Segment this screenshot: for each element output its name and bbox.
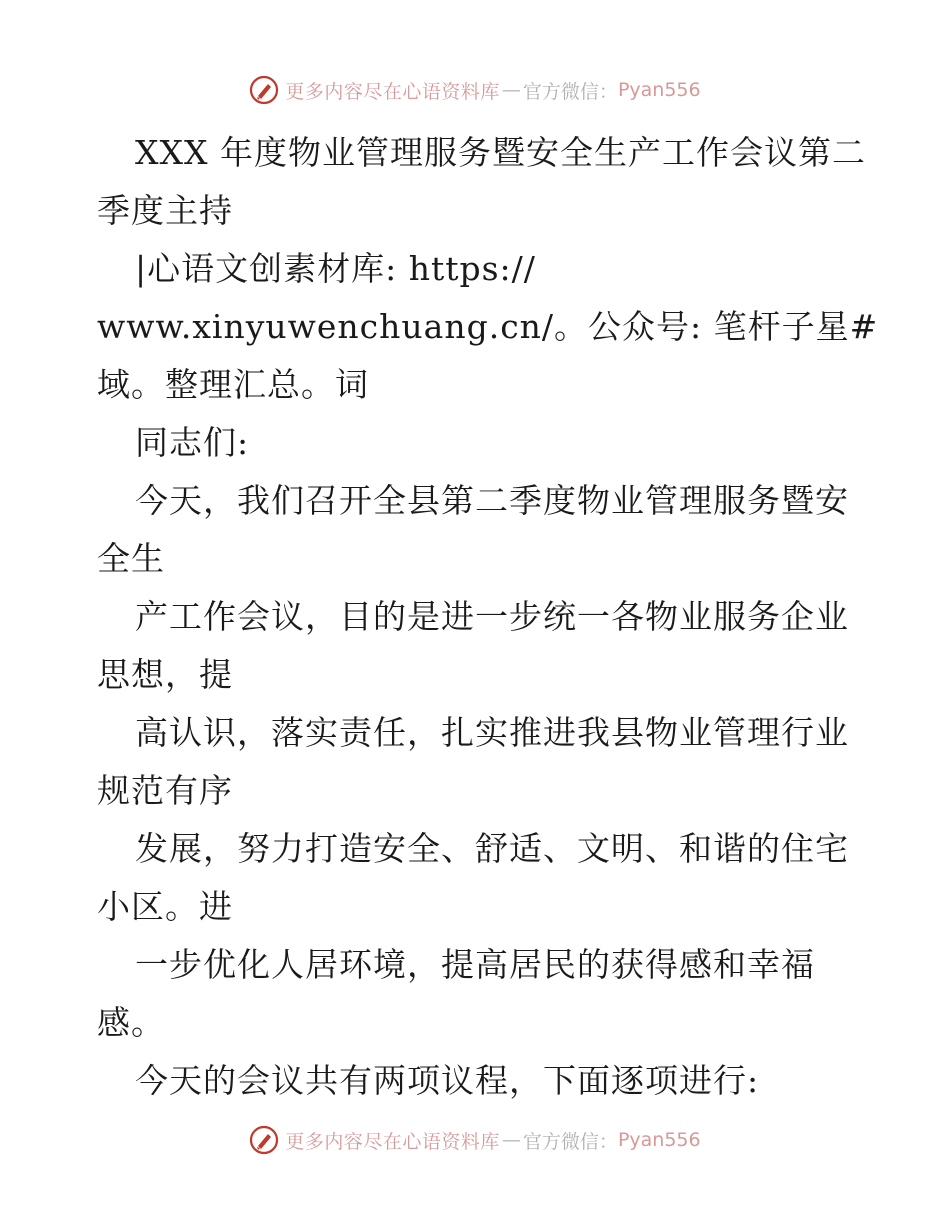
paragraph-line: 小区。进 xyxy=(97,887,233,926)
paragraph-line: 今天的会议共有两项议程，下面逐项进行: xyxy=(135,1061,760,1100)
footer-watermark xyxy=(0,1120,950,1160)
pen-nib-logo-icon xyxy=(249,75,279,105)
paragraph-line: 产工作会议，目的是进一步统一各物业服务企业 xyxy=(135,597,849,636)
header-watermark xyxy=(0,70,950,110)
source-note-line: |心语文创素材库: https:// xyxy=(135,249,536,288)
paragraph-line: 一步优化人居环境，提高居民的获得感和幸福 xyxy=(135,945,815,984)
paragraph-line: 规范有序 xyxy=(97,771,233,810)
salutation: 同志们: xyxy=(135,423,250,462)
document-body xyxy=(97,124,879,1110)
paragraph-line: 高认识，落实责任，扎实推进我县物业管理行业 xyxy=(135,713,849,752)
watermark-wechat-label: 官方微信： xyxy=(522,80,618,103)
document-title-line: XXX 年度物业管理服务暨安全生产工作会议第二 xyxy=(135,133,866,172)
watermark-wechat-id: Pyan556 xyxy=(617,79,701,101)
watermark-wechat-id: Pyan556 xyxy=(617,1129,701,1151)
paragraph-line: 今天，我们召开全县第二季度物业管理服务暨安 xyxy=(135,481,849,520)
source-note-line: 域。整理汇总。词 xyxy=(97,365,369,404)
paragraph-line: 发展，努力打造安全、舒适、文明、和谐的住宅 xyxy=(135,829,849,868)
watermark-separator: — xyxy=(501,1129,521,1151)
paragraph-line: 思想，提 xyxy=(97,655,233,694)
watermark-brand-text: 更多内容尽在心语资料库 xyxy=(285,1130,500,1153)
paragraph-line: 感。 xyxy=(97,1003,165,1042)
source-note-line: www.xinyuwenchuang.cn/。公众号: 笔杆子星# xyxy=(97,307,879,346)
pen-nib-logo-icon xyxy=(249,1125,279,1155)
watermark-wechat-label: 官方微信： xyxy=(522,1130,618,1153)
watermark-separator: — xyxy=(501,79,521,101)
document-title-line: 季度主持 xyxy=(97,191,233,230)
watermark-brand-text: 更多内容尽在心语资料库 xyxy=(285,80,500,103)
paragraph-line: 全生 xyxy=(97,539,165,578)
